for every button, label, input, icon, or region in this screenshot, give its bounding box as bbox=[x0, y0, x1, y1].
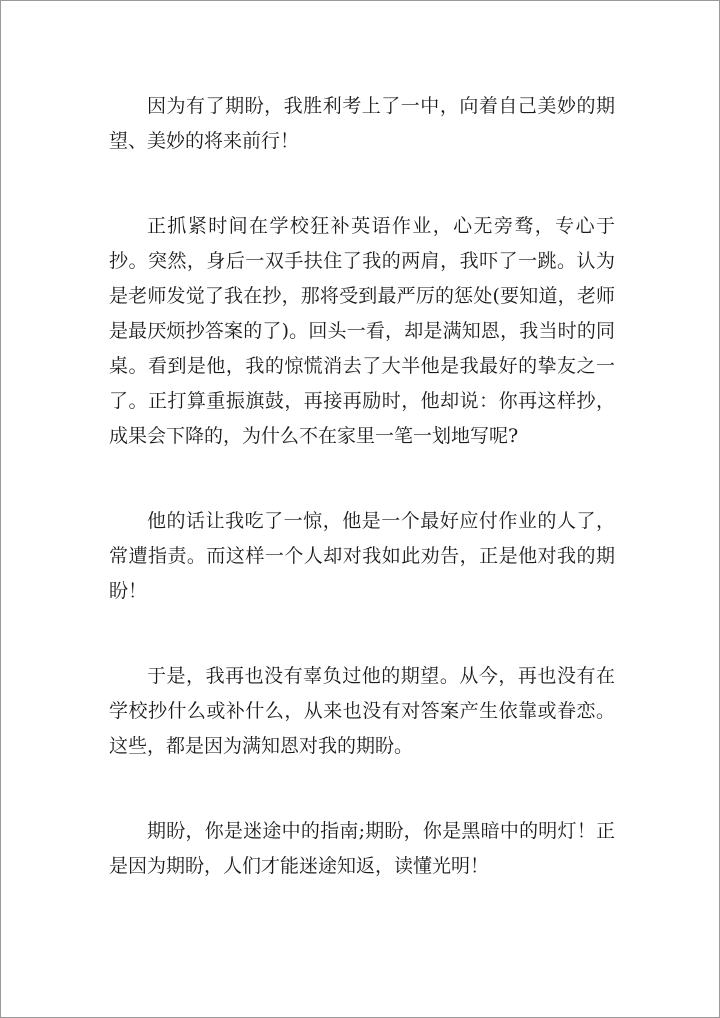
paragraph-5: 期盼，你是迷途中的指南;期盼，你是黑暗中的明灯！正是因为期盼，人们才能迷途知返，读懂光明！ bbox=[109, 820, 615, 877]
paragraph-3: 他的话让我吃了一惊，他是一个最好应付作业的人了，常遭指责。而这样一个人却对我如此劝告，正是他对我的期盼！ bbox=[109, 510, 615, 602]
document-body bbox=[109, 89, 615, 884]
paragraph-4: 于是，我再也没有辜负过他的期望。从今，再也没有在学校抄什么或补什么，从来也没有对答案产生依靠或眷恋。这些，都是因为满知恩对我的期盼。 bbox=[109, 665, 615, 757]
paragraph-1: 因为有了期盼，我胜利考上了一中，向着自己美妙的期望、美妙的将来前行！ bbox=[109, 95, 615, 152]
paragraph-2: 正抓紧时间在学校狂补英语作业，心无旁骛，专心于抄。突然，身后一双手扶住了我的两肩，我吓了一跳。认为是老师发觉了我在抄，那将受到最严厉的惩处(要知道，老师是最厌烦抄答案的了)。回头一看，却是满知恩，我当时的同桌。看到是他，我的惊慌消去了大半他是我最好的挚友之一了。正打算重振旗鼓，再接再励时，他却说：你再这样抄，成果会下降的，为什么不在家里一笔一划地写呢? bbox=[109, 215, 615, 447]
